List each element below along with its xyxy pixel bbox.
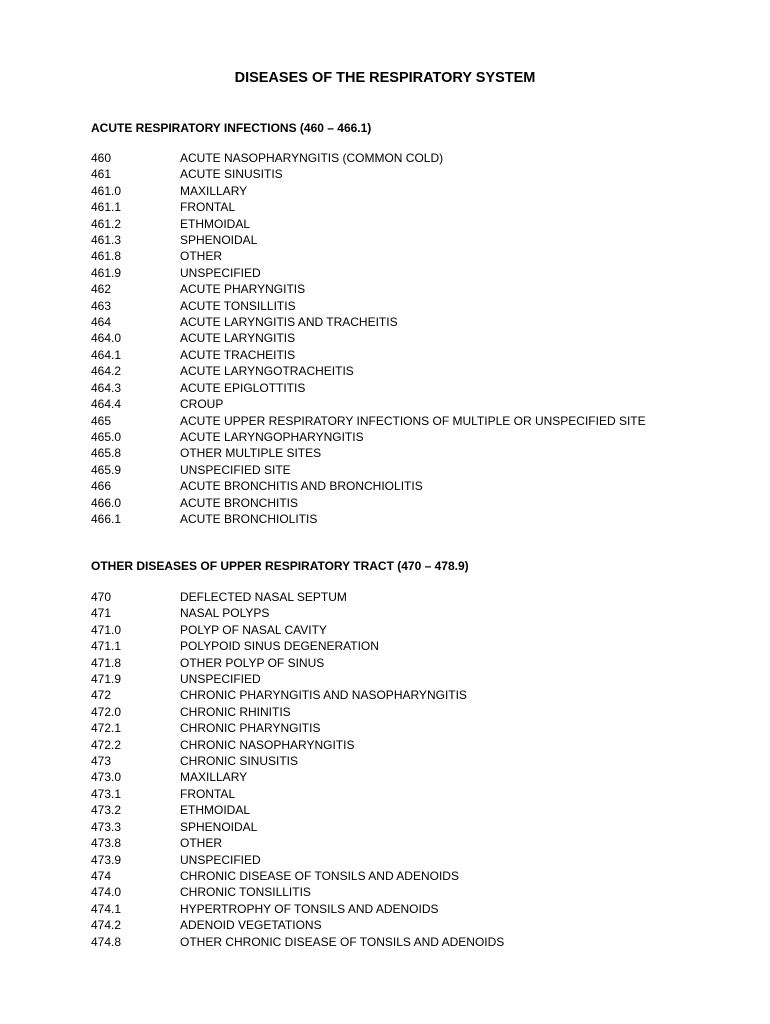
diagnosis-code: 464.2	[91, 364, 122, 379]
diagnosis-description: CHRONIC PHARYNGITIS	[180, 721, 321, 736]
diagnosis-code: 471.9	[91, 672, 122, 687]
diagnosis-description: ACUTE BRONCHIOLITIS	[180, 511, 318, 526]
diagnosis-code: 461	[91, 167, 112, 182]
code-row	[91, 511, 731, 527]
diagnosis-code: 461.3	[91, 233, 122, 248]
diagnosis-description: OTHER	[180, 249, 222, 264]
diagnosis-code: 465.9	[91, 462, 122, 477]
diagnosis-description: POLYP OF NASAL CAVITY	[180, 622, 327, 637]
diagnosis-description: FRONTAL	[180, 786, 236, 801]
diagnosis-code: 473.2	[91, 803, 122, 818]
diagnosis-code: 474.1	[91, 901, 122, 916]
diagnosis-description: FRONTAL	[180, 200, 236, 215]
code-list-upper-respiratory-tract	[91, 589, 731, 950]
code-row	[91, 330, 731, 346]
diagnosis-description: NASAL POLYPS	[180, 606, 270, 621]
code-row	[91, 901, 731, 917]
code-row	[91, 429, 731, 445]
code-row	[91, 281, 731, 297]
code-row	[91, 884, 731, 900]
code-row	[91, 478, 731, 494]
code-row	[91, 462, 731, 478]
code-row	[91, 605, 731, 621]
code-row	[91, 671, 731, 687]
diagnosis-description: CHRONIC DISEASE OF TONSILS AND ADENOIDS	[180, 868, 459, 883]
code-row	[91, 835, 731, 851]
code-row	[91, 802, 731, 818]
code-row	[91, 248, 731, 264]
diagnosis-description: POLYPOID SINUS DEGENERATION	[180, 639, 379, 654]
diagnosis-description: CHRONIC RHINITIS	[180, 704, 291, 719]
diagnosis-description: SPHENOIDAL	[180, 819, 258, 834]
diagnosis-code: 472.1	[91, 721, 122, 736]
diagnosis-code: 465	[91, 413, 112, 428]
diagnosis-description: MAXILLARY	[180, 770, 248, 785]
diagnosis-code: 466	[91, 479, 112, 494]
diagnosis-code: 461.8	[91, 249, 122, 264]
diagnosis-code: 461.0	[91, 183, 122, 198]
diagnosis-code: 473.8	[91, 836, 122, 851]
code-row	[91, 934, 731, 950]
diagnosis-code: 471.0	[91, 622, 122, 637]
diagnosis-code: 461.2	[91, 216, 122, 231]
diagnosis-code: 464.3	[91, 380, 122, 395]
code-row	[91, 183, 731, 199]
diagnosis-code: 474.8	[91, 934, 122, 949]
code-row	[91, 589, 731, 605]
code-row	[91, 868, 731, 884]
diagnosis-description: ACUTE TRACHEITIS	[180, 347, 296, 362]
diagnosis-description: CHRONIC TONSILLITIS	[180, 885, 311, 900]
code-row	[91, 737, 731, 753]
diagnosis-code: 474	[91, 868, 112, 883]
diagnosis-code: 472.0	[91, 704, 122, 719]
code-row	[91, 298, 731, 314]
diagnosis-code: 460	[91, 151, 112, 165]
diagnosis-description: ETHMOIDAL	[180, 803, 251, 818]
code-row	[91, 704, 731, 720]
code-row	[91, 638, 731, 654]
page-title: DISEASES OF THE RESPIRATORY SYSTEM	[234, 70, 536, 86]
diagnosis-code: 465.0	[91, 429, 122, 444]
diagnosis-description: MAXILLARY	[180, 183, 248, 198]
code-row	[91, 786, 731, 802]
code-row	[91, 819, 731, 835]
diagnosis-code: 464	[91, 315, 112, 330]
diagnosis-code: 461.1	[91, 200, 122, 215]
diagnosis-code: 466.1	[91, 511, 122, 526]
diagnosis-code: 473.1	[91, 786, 122, 801]
diagnosis-code: 473	[91, 754, 112, 769]
code-row	[91, 232, 731, 248]
code-row	[91, 216, 731, 232]
diagnosis-description: OTHER MULTIPLE SITES	[180, 446, 322, 461]
diagnosis-description: UNSPECIFIED	[180, 265, 261, 280]
diagnosis-description: ACUTE EPIGLOTTITIS	[180, 380, 306, 395]
diagnosis-description: ACUTE BRONCHITIS	[180, 495, 299, 510]
diagnosis-code: 470	[91, 590, 112, 604]
section-heading-acute-respiratory-infections: ACUTE RESPIRATORY INFECTIONS (460 – 466.1)	[91, 121, 372, 135]
diagnosis-code: 466.0	[91, 495, 122, 510]
diagnosis-description: CHRONIC NASOPHARYNGITIS	[180, 737, 355, 752]
diagnosis-description: HYPERTROPHY OF TONSILS AND ADENOIDS	[180, 901, 439, 916]
diagnosis-code: 461.9	[91, 265, 122, 280]
code-row	[91, 380, 731, 396]
diagnosis-code: 473.3	[91, 819, 122, 834]
code-row	[91, 687, 731, 703]
diagnosis-code: 472	[91, 688, 112, 703]
code-row	[91, 166, 731, 182]
diagnosis-description: CHRONIC PHARYNGITIS AND NASOPHARYNGITIS	[180, 688, 467, 703]
diagnosis-description: ACUTE SINUSITIS	[180, 167, 283, 182]
diagnosis-description: UNSPECIFIED SITE	[180, 462, 291, 477]
diagnosis-code: 474.2	[91, 918, 122, 933]
code-row	[91, 753, 731, 769]
diagnosis-description: ACUTE UPPER RESPIRATORY INFECTIONS OF MULTIPLE OR UNSPECIFIED SITE	[180, 413, 646, 428]
diagnosis-description: CHRONIC SINUSITIS	[180, 754, 299, 769]
diagnosis-description: CROUP	[180, 397, 224, 412]
diagnosis-code: 472.2	[91, 737, 122, 752]
code-row	[91, 445, 731, 461]
diagnosis-description: UNSPECIFIED	[180, 852, 261, 867]
diagnosis-description: ACUTE PHARYNGITIS	[180, 282, 306, 297]
diagnosis-code: 465.8	[91, 446, 122, 461]
code-row	[91, 655, 731, 671]
diagnosis-code: 473.9	[91, 852, 122, 867]
diagnosis-description: ACUTE TONSILLITIS	[180, 298, 296, 313]
diagnosis-code: 471.1	[91, 639, 122, 654]
code-row	[91, 495, 731, 511]
code-row	[91, 265, 731, 281]
diagnosis-description: OTHER POLYP OF SINUS	[180, 655, 325, 670]
code-row	[91, 852, 731, 868]
code-row	[91, 769, 731, 785]
code-row	[91, 150, 731, 166]
diagnosis-code: 473.0	[91, 770, 122, 785]
diagnosis-description: OTHER CHRONIC DISEASE OF TONSILS AND ADENOIDS	[180, 934, 505, 949]
diagnosis-code: 474.0	[91, 885, 122, 900]
code-row	[91, 199, 731, 215]
diagnosis-description: ACUTE LARYNGITIS	[180, 331, 296, 346]
section-heading-upper-respiratory-tract: OTHER DISEASES OF UPPER RESPIRATORY TRACT (470 – 478.9)	[91, 559, 469, 573]
code-row	[91, 347, 731, 363]
diagnosis-code: 462	[91, 282, 112, 297]
code-row	[91, 363, 731, 379]
diagnosis-code: 471	[91, 606, 112, 621]
diagnosis-description: ACUTE LARYNGITIS AND TRACHEITIS	[180, 315, 398, 330]
diagnosis-code: 471.8	[91, 655, 122, 670]
code-row	[91, 720, 731, 736]
diagnosis-description: SPHENOIDAL	[180, 233, 258, 248]
diagnosis-code: 463	[91, 298, 112, 313]
code-list-acute-respiratory-infections	[91, 150, 731, 527]
diagnosis-description: DEFLECTED NASAL SEPTUM	[180, 590, 347, 604]
diagnosis-description: UNSPECIFIED	[180, 672, 261, 687]
diagnosis-description: ADENOID VEGETATIONS	[180, 918, 322, 933]
code-row	[91, 917, 731, 933]
diagnosis-description: OTHER	[180, 836, 222, 851]
diagnosis-description: ACUTE LARYNGOPHARYNGITIS	[180, 429, 364, 444]
code-row	[91, 622, 731, 638]
code-row	[91, 314, 731, 330]
code-row	[91, 413, 731, 429]
diagnosis-description: ETHMOIDAL	[180, 216, 251, 231]
diagnosis-description: ACUTE BRONCHITIS AND BRONCHIOLITIS	[180, 479, 423, 494]
diagnosis-code: 464.0	[91, 331, 122, 346]
diagnosis-code: 464.1	[91, 347, 122, 362]
code-row	[91, 396, 731, 412]
diagnosis-code: 464.4	[91, 397, 122, 412]
diagnosis-description: ACUTE LARYNGOTRACHEITIS	[180, 364, 354, 379]
diagnosis-description: ACUTE NASOPHARYNGITIS (COMMON COLD)	[180, 151, 444, 165]
